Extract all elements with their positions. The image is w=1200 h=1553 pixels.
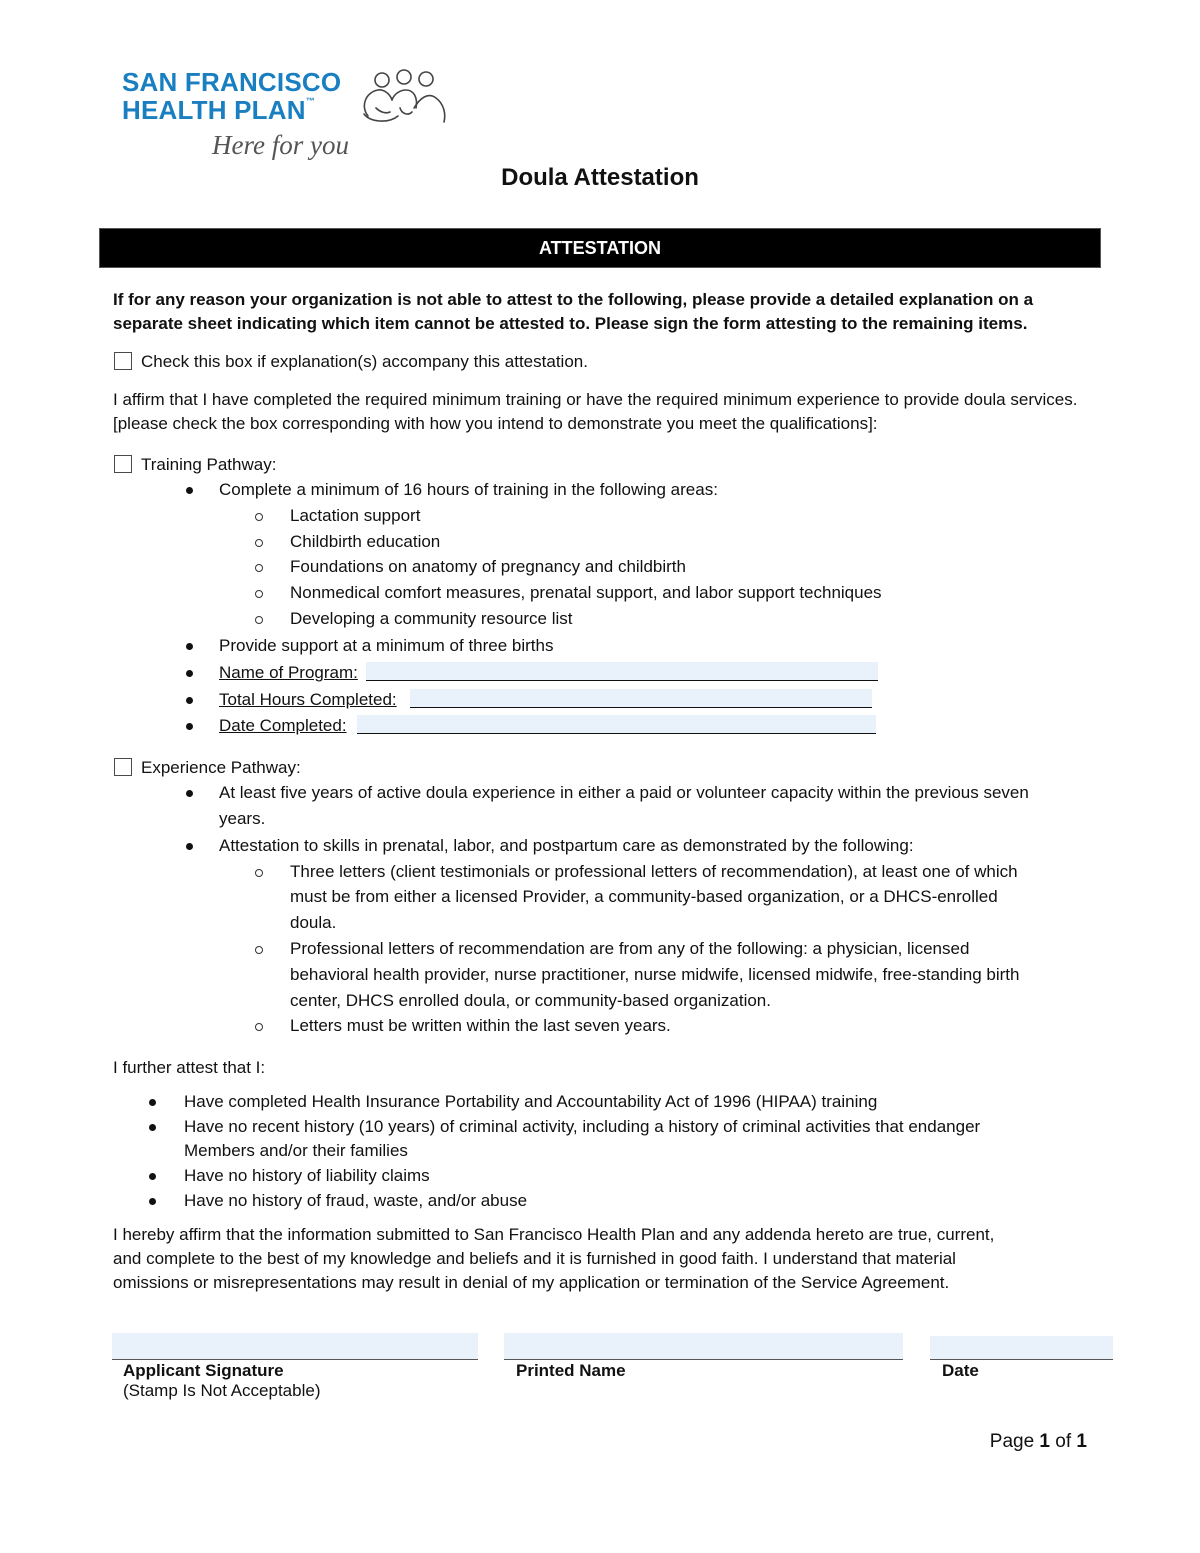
date-field[interactable] — [930, 1336, 1113, 1360]
experience-pathway-label: Experience Pathway: — [141, 758, 301, 777]
circle-bullet-icon — [255, 539, 263, 547]
explanation-checkbox-label: Check this box if explanation(s) accompany this attestation. — [141, 352, 588, 371]
further-attest-lead: I further attest that I: — [113, 1058, 266, 1077]
bullet-icon — [186, 723, 193, 730]
bullet-icon — [149, 1198, 156, 1205]
training-area: Developing a community resource list — [290, 609, 573, 628]
experience-item-skills: Attestation to skills in prenatal, labor, and postpartum care as demonstrated by the following: — [219, 836, 914, 855]
bullet-icon — [186, 670, 193, 677]
intro-instructions: If for any reason your organization is not able to attest to the following, please provide a detailed explanation on a separate sheet indicating which item cannot be attested to. Please sign the form attesting to the remaining items. — [113, 290, 1034, 333]
experience-item-years-line-1: At least five years of active doula experience in either a paid or volunteer capacity within the previous seven — [219, 783, 1029, 802]
total-hours-label: Total Hours Completed: — [219, 690, 397, 709]
printed-name-field[interactable] — [504, 1333, 903, 1360]
page-number — [990, 1431, 1087, 1453]
printed-name-label: Printed Name — [516, 1361, 626, 1380]
total-hours-field[interactable] — [410, 689, 872, 708]
logo-line-2-text: HEALTH PLAN — [122, 95, 306, 125]
experience-pathway-checkbox[interactable] — [114, 758, 132, 776]
bullet-icon — [149, 1124, 156, 1131]
circle-bullet-icon — [255, 869, 263, 877]
recommenders-line-2: behavioral health provider, nurse practitioner, nurse midwife, licensed midwife, free-standing birth — [290, 965, 1020, 984]
bullet-icon — [186, 843, 193, 850]
training-area: Childbirth education — [290, 532, 441, 551]
letters-requirement-line-3: doula. — [290, 913, 337, 932]
logo-line-1: SAN FRANCISCO — [122, 67, 342, 97]
attest-liability: Have no history of liability claims — [184, 1166, 430, 1185]
affirm-paragraph: I affirm that I have completed the required minimum training or have the required minimum experience to provide doula services. [please check the box corresponding with how you intend to demonstrate you meet the qualifications]: — [113, 390, 1078, 433]
attest-criminal-line-1: Have no recent history (10 years) of criminal activity, including a history of criminal activities that endanger — [184, 1117, 981, 1136]
page-word: Page — [989, 1431, 1035, 1452]
letters-recency: Letters must be written within the last seven years. — [290, 1016, 671, 1035]
closing-line-1: I hereby affirm that the information submitted to San Francisco Health Plan and any addenda hereto are true, current, — [113, 1225, 995, 1244]
document-title: Doula Attestation — [501, 164, 699, 191]
recommenders-line-1: Professional letters of recommendation are from any of the following: a physician, licensed — [290, 939, 970, 958]
date-label: Date — [942, 1361, 979, 1380]
circle-bullet-icon — [255, 616, 263, 624]
logo-tagline: Here for you — [212, 130, 349, 160]
bullet-icon — [149, 1099, 156, 1106]
stamp-note: (Stamp Is Not Acceptable) — [123, 1381, 321, 1400]
experience-item-years-line-2: years. — [219, 809, 266, 828]
letters-requirement-line-1: Three letters (client testimonials or professional letters of recommendation), at least one of which — [290, 862, 1018, 881]
training-item-births: Provide support at a minimum of three births — [219, 636, 554, 655]
date-completed-label: Date Completed: — [219, 716, 347, 735]
recommenders-line-3: center, DHCS enrolled doula, or community-based organization. — [290, 991, 771, 1010]
bullet-icon — [186, 790, 193, 797]
circle-bullet-icon — [255, 513, 263, 521]
sfhp-logo — [122, 68, 462, 168]
applicant-signature-label: Applicant Signature — [123, 1361, 284, 1380]
program-name-label: Name of Program: — [219, 663, 358, 682]
circle-bullet-icon — [255, 564, 263, 572]
training-pathway-checkbox[interactable] — [114, 455, 132, 473]
section-header-bar: ATTESTATION — [99, 228, 1101, 268]
circle-bullet-icon — [255, 590, 263, 598]
circle-bullet-icon — [255, 1023, 263, 1031]
family-icon — [354, 68, 454, 126]
circle-bullet-icon — [255, 946, 263, 954]
letters-requirement-line-2: must be from either a licensed Provider, a community-based organization, or a DHCS-enrolled — [290, 887, 998, 906]
training-pathway-label: Training Pathway: — [141, 455, 277, 474]
bullet-icon — [186, 697, 193, 704]
closing-line-2: and complete to the best of my knowledge and beliefs and it is furnished in good faith. I understand that material — [113, 1249, 956, 1268]
current-page: 1 — [1039, 1431, 1050, 1452]
program-name-field[interactable] — [366, 662, 878, 681]
total-pages: 1 — [1076, 1431, 1087, 1452]
of-word: of — [1055, 1431, 1072, 1452]
trademark-mark: ™ — [305, 96, 315, 106]
bullet-icon — [186, 487, 193, 494]
explanation-checkbox[interactable] — [114, 352, 132, 370]
closing-line-3: omissions or misrepresentations may result in denial of my application or termination of the Service Agreement. — [113, 1273, 950, 1292]
attest-hipaa: Have completed Health Insurance Portability and Accountability Act of 1996 (HIPAA) training — [184, 1092, 878, 1111]
training-item-hours: Complete a minimum of 16 hours of training in the following areas: — [219, 480, 718, 499]
bullet-icon — [149, 1173, 156, 1180]
applicant-signature-field[interactable] — [112, 1333, 478, 1360]
attest-fraud: Have no history of fraud, waste, and/or abuse — [184, 1191, 528, 1210]
attest-criminal-line-2: Members and/or their families — [184, 1141, 408, 1160]
training-area: Foundations on anatomy of pregnancy and childbirth — [290, 557, 686, 576]
bullet-icon — [186, 643, 193, 650]
date-completed-field[interactable] — [357, 715, 876, 734]
training-area: Lactation support — [290, 506, 421, 525]
training-area: Nonmedical comfort measures, prenatal support, and labor support techniques — [290, 583, 882, 602]
